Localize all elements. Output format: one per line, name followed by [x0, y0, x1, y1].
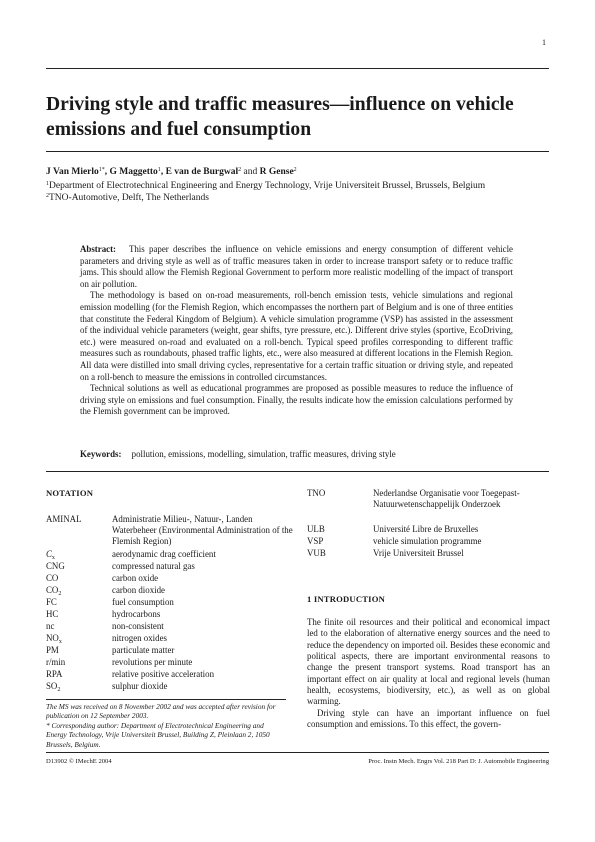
affiliation-text: TNO-Automotive, Delft, The Netherlands — [49, 193, 209, 203]
notation-row — [46, 597, 296, 608]
abstract-paragraph — [80, 244, 513, 290]
author-name: E van de Burgwal — [165, 167, 239, 177]
notation-row — [46, 514, 296, 550]
notation-row — [46, 681, 296, 692]
notation-term: $CO_2$ — [46, 585, 62, 597]
footer-left: D13902 © IMechE 2004 — [46, 758, 112, 765]
introduction-heading: 1 INTRODUCTION — [307, 594, 386, 604]
notation-definition: vehicle simulation programme — [373, 536, 482, 546]
notation-definition: hydrocarbons — [112, 609, 161, 619]
abstract-paragraph: Technical solutions as well as educational programmes are proposed as possible measures to reduce the influence of driving style on emissions and fuel consumption. Finally, the results indicate how the emission calculations performed by the Flemish government can be improved. — [80, 383, 513, 417]
notation-row — [46, 573, 296, 584]
author-name: J Van Mierlo — [46, 167, 99, 177]
affiliation-mark: 1 — [46, 181, 49, 187]
notation-row — [46, 633, 296, 644]
author-conjunction: and — [241, 167, 260, 177]
notation-row — [307, 488, 551, 524]
article-notes — [46, 702, 286, 749]
notation-row — [46, 549, 296, 560]
notation-row — [46, 669, 296, 680]
notation-definition: Nederlandse Organisatie voor Toegepast-Natuurwetenschappelijk Onderzoek — [373, 488, 520, 509]
affiliation — [46, 181, 485, 191]
notation-term: PM — [46, 645, 59, 655]
notation-definition: compressed natural gas — [112, 561, 195, 571]
author-separator: , — [160, 167, 166, 177]
footer-right: Proc. Instn Mech. Engrs Vol. 218 Part D: J. Automobile Engineering — [368, 758, 549, 765]
notation-definition: nitrogen oxides — [112, 633, 167, 643]
affiliation — [46, 193, 209, 203]
abstract-paragraph: The methodology is based on on-road measurements, roll-bench emission tests, vehicle simulations and regional emission modelling (for the Flemish Region, which encompasses the northern part of Belgium and is one of three entities that constitute the Federal Kingdom of Belgium). A vehicle simulation programme (VSP) has assisted in the assessment of the individual vehicle parameters (weight, gear shifts, tyre pressure, etc.). Different drive styles (sportive, EcoDriving, etc.) were measured on-road and evaluated on a roll-bench. Typical speed profiles corresponding to different traffic measures such as roundabouts, phased traffic lights, etc., were also measured at different locations in the Flemish Region. All data were distilled into small driving cycles, representative for a certain traffic situation or driving style, and repeated on a roll-bench to measure the emissions in controlled circumstances. — [80, 290, 513, 382]
abstract-label: Abstract: — [80, 244, 116, 254]
author-name: G Maggetto — [109, 167, 158, 177]
notation-term: CNG — [46, 561, 65, 571]
footer-rule — [46, 752, 549, 753]
keywords-text: pollution, emissions, modelling, simulation, traffic measures, driving style — [131, 449, 396, 459]
notation-row — [46, 621, 296, 632]
author-affiliation-mark: 2 — [293, 167, 297, 173]
top-rule — [46, 68, 549, 69]
author-separator: , — [104, 167, 110, 177]
notation-definition: carbon oxide — [112, 573, 159, 583]
notation-term: $C_x$ — [46, 549, 55, 561]
notation-definition: fuel consumption — [112, 597, 174, 607]
notation-term: r/min — [46, 657, 66, 667]
notation-definition: Université Libre de Bruxelles — [373, 524, 479, 534]
notation-term: RPA — [46, 669, 63, 679]
keywords — [80, 449, 396, 459]
notation-definition: Vrije Universiteit Brussel — [373, 548, 464, 558]
abstract-text: This paper describes the influence on vehicle emissions and energy consumption of different vehicle parameters and driving style as well as of traffic measures taken in order to increase transport safety or to reduce traffic jams. This should allow the Flemish Regional Government to perform more realistic modelling of the impact of transport on air pollution. — [80, 244, 514, 289]
notation-definition: aerodynamic drag coefficient — [112, 549, 216, 559]
notation-term: TNO — [307, 488, 326, 498]
notation-term: FC — [46, 597, 57, 607]
notation-term: VUB — [307, 548, 326, 558]
notation-term: CO — [46, 573, 59, 583]
notation-definition: Administratie Milieu-, Natuur-, Landen Waterbeheer (Environmental Administration of the Flemish Region) — [112, 514, 293, 546]
notation-definition: sulphur dioxide — [112, 681, 168, 691]
page-number: 1 — [542, 38, 546, 47]
notation-row — [46, 561, 296, 572]
received-note: The MS was received on 8 November 2002 and was accepted after revision for publication on 12 September 2003. — [46, 702, 276, 721]
notation-definition: revolutions per minute — [112, 657, 193, 667]
affiliation-mark: 2 — [46, 193, 49, 199]
title-rule — [46, 151, 549, 152]
notation-definition: relative positive acceleration — [112, 669, 215, 679]
introduction-paragraph: The finite oil resources and their political and economical impact led to the elaboration of alternative energy sources and the need to reduce the dependency on imported oil. Besides these economic and political aspects, there are important environmental reasons to change the present transport systems. Road transport has an important effect on air quality at local and regional levels (human health, ecosystems, biodiversity, etc.), as well as on global warming. — [307, 617, 550, 707]
notation-definition: particulate matter — [112, 645, 175, 655]
notation-term: ULB — [307, 524, 325, 534]
notation-row — [46, 645, 296, 656]
notation-row — [46, 657, 296, 668]
notation-row — [307, 524, 551, 535]
section-rule — [46, 471, 549, 472]
notation-row — [307, 536, 551, 547]
paper-title: Driving style and traffic measures—influence on vehicle emissions and fuel consumption — [46, 94, 514, 140]
author-name: R Gense — [259, 167, 294, 177]
notation-term: $NO_x$ — [46, 633, 62, 645]
notation-term: VSP — [307, 536, 324, 546]
abstract — [80, 244, 513, 418]
footnote-rule — [46, 699, 286, 700]
introduction-text — [307, 617, 550, 730]
notation-definition: carbon dioxide — [112, 585, 165, 595]
author-list — [46, 167, 297, 177]
affiliation-text: Department of Electrotechnical Engineering and Energy Technology, Vrije Universiteit Brussel, Brussels, Belgium — [49, 181, 486, 191]
notation-row — [46, 585, 296, 596]
author-affiliation-mark: 1 — [157, 167, 161, 173]
corresponding-author-note: * Corresponding author: Department of Electrotechnical Engineering and Energy Technology, Vrije Universiteit Brussel, Building Z, Pleinlaan 2, 1050 Brussels, Belgium. — [46, 720, 270, 749]
notation-row — [307, 548, 551, 559]
keywords-label: Keywords: — [80, 449, 122, 459]
notation-heading: NOTATION — [46, 488, 94, 498]
author-affiliation-mark: 2 — [238, 167, 242, 173]
notation-row — [46, 609, 296, 620]
notation-term: HC — [46, 609, 59, 619]
notation-definition: non-consistent — [112, 621, 164, 631]
notation-term: AMINAL — [46, 514, 82, 524]
introduction-paragraph: Driving style can have an important influence on fuel consumption and emissions. To this effect, the govern- — [307, 707, 550, 730]
notation-term: $SO_2$ — [46, 681, 61, 693]
author-affiliation-mark: 1* — [98, 167, 105, 173]
notation-term: nc — [46, 621, 55, 631]
